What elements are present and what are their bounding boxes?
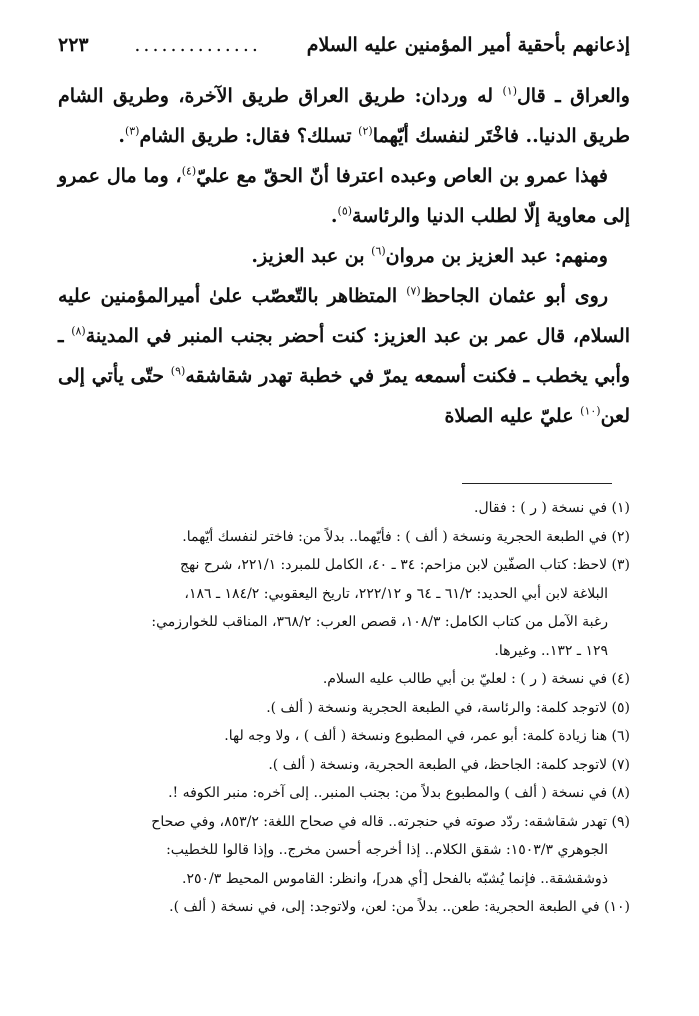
footnote	[58, 779, 630, 808]
body-text-run: عليّ عليه الصلاة	[444, 405, 581, 427]
footnote-marker: (١٠)	[580, 404, 601, 418]
footnote-line: (٦) هنا زيادة كلمة: أبو عمر، في المطبوع ونسخة ( ألف ) ، ولا وجه لها.	[224, 728, 630, 744]
body-paragraph	[58, 236, 630, 276]
footnote	[58, 808, 630, 894]
footnote-line: (١٠) في الطبعة الحجرية: طعن.. بدلاً من: لعن، ولاتوجد: إلى، في نسخة ( ألف ).	[169, 899, 630, 915]
footnote-line: (٣) لاحظ: كتاب الصفّين لابن مزاحم: ٣٤ ـ ٤٠، الكامل للمبرد: ٢٢١/١، شرح نهج	[180, 557, 630, 573]
footnote	[58, 722, 630, 751]
body-paragraph	[58, 156, 630, 236]
footnote	[58, 665, 630, 694]
footnote	[58, 751, 630, 780]
footnote-continuation-line: ١٢٩ ـ ١٣٢.. وغيرها.	[494, 642, 608, 659]
footnote-line: (٢) في الطبعة الحجرية ونسخة ( ألف ) : فأيّهما.. بدلاً من: فاختر لنفسك أيّهما.	[182, 528, 630, 545]
body-text-run: المتظاهر بالتّعصّب علىٰ أميرالمؤمنين عليه السلام، قال عمر بن عبد العزيز: كنت أحضر بجنب المنبر في المدينة	[58, 285, 630, 347]
running-title: إذعانهم بأحقية أمير المؤمنين عليه السلام	[306, 34, 630, 56]
footnote-separator	[462, 483, 612, 484]
body-text-run: والعراق ـ قال	[517, 85, 630, 107]
footnote-line: (١) في نسخة ( ر ) : فقال.	[474, 500, 630, 516]
footnote	[58, 694, 630, 723]
footnote	[58, 523, 630, 552]
footnote-marker: (٥)	[337, 204, 353, 218]
footnote-line: (٥) لاتوجد كلمة: والرئاسة، في الطبعة الحجرية ونسخة ( ألف ).	[266, 699, 630, 716]
footnote-continuation-line: الجوهري ١٥٠٣/٣: شقق الكلام.. إذا أخرجه أحسن مخرج.. وإذا قالوا للخطيب:	[166, 842, 608, 858]
footnote-marker: (٩)	[170, 364, 186, 378]
footnote	[58, 893, 630, 922]
footnote-marker: (١)	[502, 84, 517, 98]
body-text-run: .	[330, 205, 338, 227]
footnote	[58, 494, 630, 523]
footnote-continuation-line: ذوشقشقة.. فإنما يُشبّه بالفحل [أي هدر]، وانظر: القاموس المحيط ٢٥٠/٣.	[182, 870, 608, 887]
body-text-run: ومنهم: عبد العزيز بن مروان	[385, 245, 608, 267]
footnote-marker: (٢)	[358, 124, 373, 138]
body-text-run: حتّى يأتي إلى لعن	[58, 365, 630, 427]
body-text-run: روى أبو عثمان الجاحظ	[420, 285, 609, 307]
body-text-run: بن عبد العزيز.	[251, 245, 372, 267]
body-text-run: تسلك؟ فقال: طريق الشام	[139, 125, 359, 147]
body-paragraph	[58, 276, 630, 436]
footnote-marker: (٣)	[124, 124, 140, 138]
footnotes-section	[58, 494, 630, 922]
body-text-run: فهذا عمرو بن العاص وعبده اعترفا أنّ الحقّ مع عليّ	[196, 165, 609, 187]
footnote-line: (٨) في نسخة ( ألف ) والمطبوع بدلاً من: بجنب المنبر.. إلى آخره: منبر الكوفه !.	[168, 785, 630, 801]
footnote	[58, 551, 630, 665]
body-text-run: له وردان: طريق العراق طريق الآخرة، وطريق الشام طريق الدنيا.. فاخْتَر لنفسك أيّهما	[58, 85, 630, 147]
body-text-run: .	[118, 125, 125, 147]
footnote-line: (٤) في نسخة ( ر ) : لعليّ بن أبي طالب عليه السلام.	[322, 671, 630, 687]
footnote-continuation-line: رغبة الآمل من كتاب الكامل: ١٠٨/٣، قصص العرب: ٣٦٨/٢، المناقب للخوارزمي:	[151, 614, 608, 630]
body-text-run: ـ وأبي يخطب ـ فكنت أسمعه يمرّ في خطبة تهدر شقاشقه	[58, 325, 631, 387]
footnote-line: (٩) تهدر شقاشقه: ردّد صوته في حنجرته.. قاله في صحاح اللغة: ٨٥٣/٢، وفي صحاح	[151, 813, 630, 830]
footnote-line: (٧) لاتوجد كلمة: الجاحظ، في الطبعة الحجرية، ونسخة ( ألف ).	[268, 756, 630, 773]
footnote-marker: (٦)	[371, 244, 386, 258]
footnote-marker: (٧)	[406, 284, 421, 298]
footnote-marker: (٤)	[181, 164, 197, 178]
footnote-marker: (٨)	[71, 324, 86, 338]
header-leader-dots: ..............	[134, 34, 261, 56]
body-text-run: ، وما مال عمرو إلى معاوية إلّا لطلب الدنيا والرئاسة	[58, 165, 630, 227]
page-number: ٢٢٣	[58, 34, 89, 56]
main-text	[58, 76, 630, 436]
footnote-continuation-line: البلاغة لابن أبي الحديد: ٦١/٢ ـ ٦٤ و ٢٢٢/١٢، تاريخ اليعقوبي: ١٨٤/٢ ـ ١٨٦،	[184, 585, 608, 602]
running-header	[58, 30, 630, 60]
body-paragraph	[58, 76, 630, 156]
